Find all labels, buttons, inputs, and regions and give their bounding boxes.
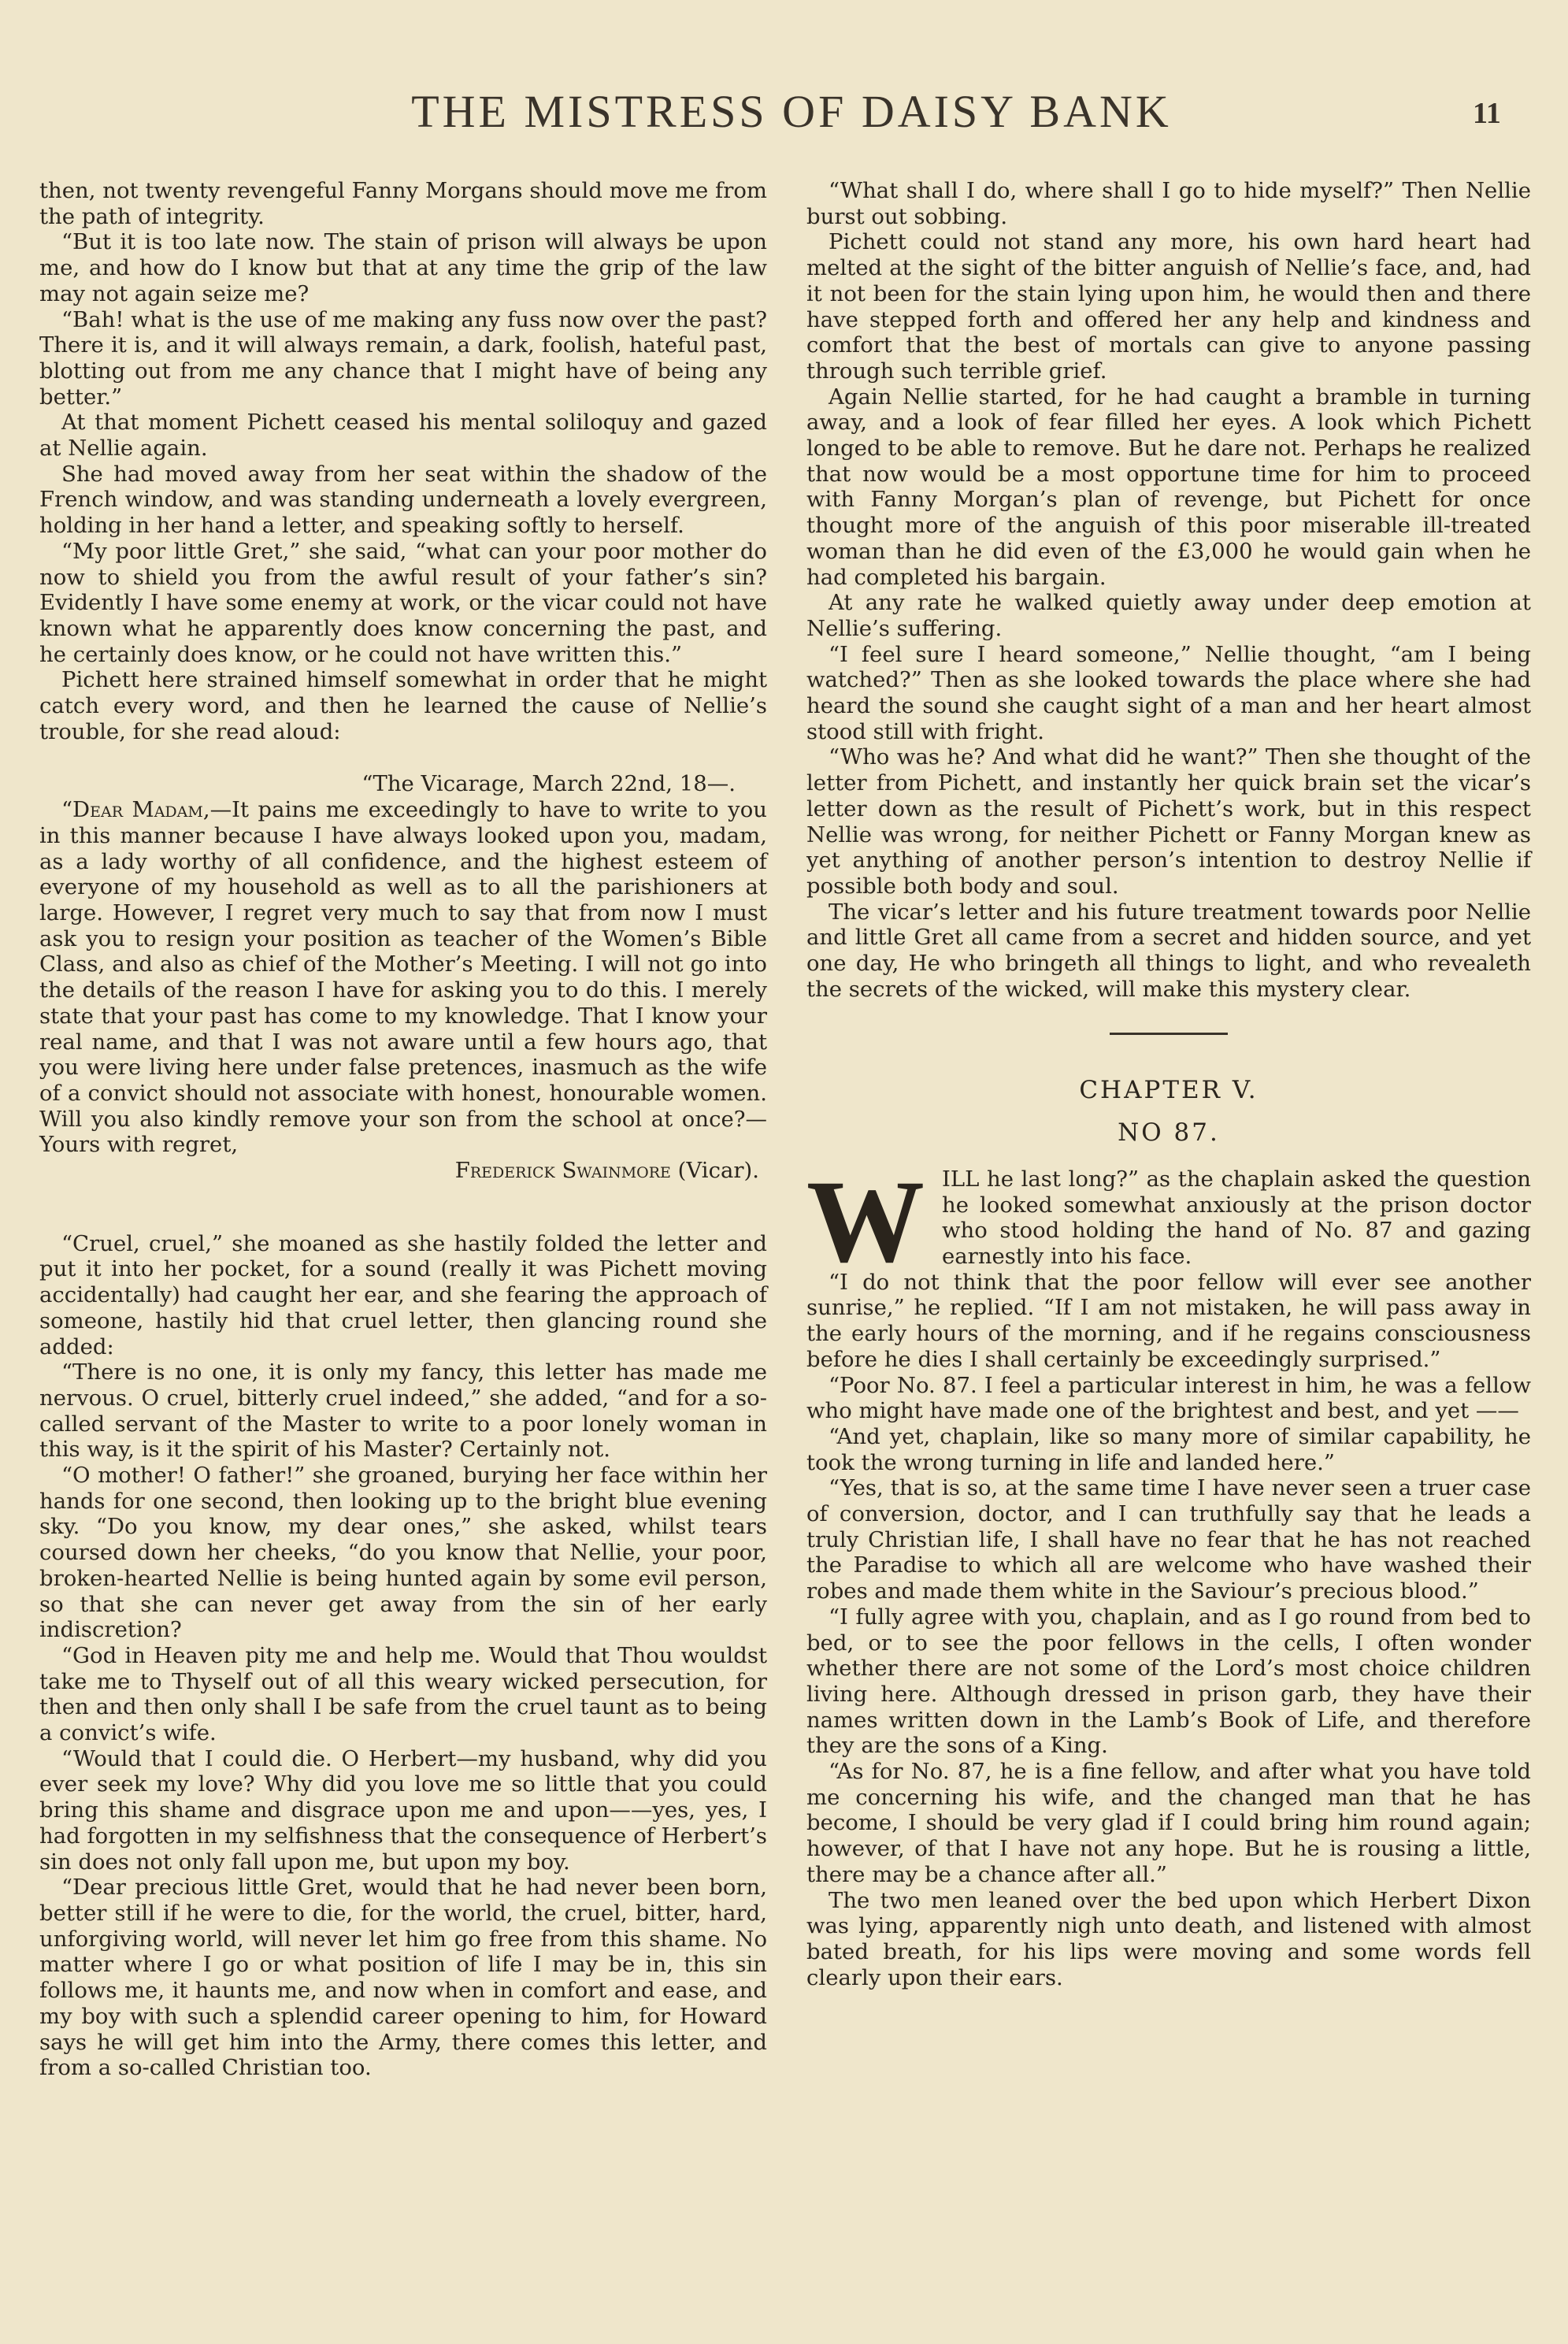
letter-body [39,797,767,1158]
paragraph: “Yes, that is so, at the same time I have never seen a truer case of conversion, doctor, and I can truthfully say that he leads a truly Christian life, I shall have no fear that he has not reached the Paradise to which all are welcome who have washed their robes and made them white in the Saviour’s precious blood.” [806,1475,1531,1604]
paragraph: “There is no one, it is only my fancy, this letter has made me nervous. O cruel, bitterly cruel indeed,” she added, “and for a so-called servant of the Master to write to a poor lonely woman in this way, is it the spirit of his Master? Certainly not. [39,1359,767,1463]
paragraph: “Would that I could die. O Herbert—my husband, why did you ever seek my love? Why did you love me so little that you could bring this shame and disgrace upon me and upon——yes, yes, I had forgotten in my selfishness that the consequence of Herbert’s sin does not only fall upon me, but upon my boy. [39,1745,767,1875]
paragraph: “I feel sure I heard someone,” Nellie thought, “am I being watched?” Then as she looked towards the place where she had heard the sound she caught sight of a man and her heart almost stood still with fright. [806,641,1531,744]
page-header [0,85,1568,148]
paragraph: The two men leaned over the bed upon which Herbert Dixon was lying, apparently nigh unto death, and listened with almost bated breath, for his lips were moving and some words fell clearly upon their ears. [806,1887,1531,1990]
opening-text: ILL he last long?” as the chaplain asked the question he looked somewhat anxiously at the prison doctor who stood holding the hand of No. 87 and gazing earnestly into his face. [942,1166,1531,1270]
left-column [39,178,767,2081]
paragraph: At that moment Pichett ceased his mental soliloquy and gazed at Nellie again. [39,410,767,462]
paragraph: “But it is too late now. The stain of prison will always be upon me, and how do I know but that at any time the grip of the law may not again seize me? [39,229,767,306]
paragraph: “Poor No. 87. I feel a particular interest in him, he was a fellow who might have made one of the brightest and best, and yet —— [806,1372,1531,1424]
letter-dateline: “The Vicarage, March 22nd, 18—. [361,771,736,797]
paragraph: Pichett could not stand any more, his own hard heart had melted at the sight of the bitter anguish of Nellie’s face, and, had it not been for the stain lying upon him, he would then and there have stepped forth and offered her any help and kindness and comfort that the best of mortals can give to anyone passing through such terrible grief. [806,229,1531,384]
paragraph: “My poor little Gret,” she said, “what can your poor mother do now to shield you from the awful result of your father’s sin? Evidently I have some enemy at work, or the vicar could not have known what he apparently does know concerning the past, and he certainly does know, or he could not have written this.” [39,538,767,667]
paragraph: The vicar’s letter and his future treatment towards poor Nellie and little Gret all came from a secret and hidden source, and yet one day, He who bringeth all things to light, and who revealeth the secrets of the wicked, will make this mystery clear. [806,899,1531,1002]
section-divider [1110,1033,1228,1035]
paragraph: “I fully agree with you, chaplain, and as I go round from bed to bed, or to see the poor fellows in the cells, I often wonder whether there are not some of the Lord’s most choice children living here. Although dressed in prison garb, they have their names written down in the Lamb’s Book of Life, and therefore they are the sons of a King. [806,1604,1531,1759]
paragraph: “O mother! O father!” she groaned, burying her face within her hands for one second, then looking up to the bright blue evening sky. “Do you know, my dear ones,” she asked, whilst tears coursed down her cheeks, “do you know that Nellie, your poor, broken-hearted Nellie is being hunted again by some evil person, so that she can never get away from the sin of her early indiscretion? [39,1463,767,1643]
chapter-title: CHAPTER V. [1079,1075,1258,1104]
paragraph: “As for No. 87, he is a fine fellow, and after what you have told me concerning his wife, and the changed man that he has become, I should be very glad if I could bring him round again; however, of that I have not any hope. But he is rousing a little, there may be a chance after all.” [806,1759,1531,1887]
paragraph: Again Nellie started, for he had caught a bramble in turning away, and a look of fear filled her eyes. A look which Pichett longed to be able to remove. But he dare not. Perhaps he realized that now would be a most opportune time for him to proceed with Fanny Morgan’s plan of revenge, but Pichett for once thought more of the anguish of this poor miserable ill-treated woman than he did even of the £3,000 he would gain when he had completed his bargain. [806,384,1531,590]
paragraph: She had moved away from her seat within the shadow of the French window, and was standing underneath a lovely evergreen, holding in her hand a letter, and speaking softly to herself. [39,461,767,539]
paragraph: “What shall I do, where shall I go to hide myself?” Then Nellie burst out sobbing. [806,178,1531,229]
paragraph: Pichett here strained himself somewhat in order that he might catch every word, and then he learned the cause of Nellie’s trouble, for she read aloud: [39,667,767,744]
paragraph: then, not twenty revengeful Fanny Morgans should move me from the path of integrity. [39,178,767,229]
signature-name: Frederick Swainmore [454,1158,671,1184]
paragraph: “Cruel, cruel,” she moaned as she hastily folded the letter and put it into her pocket, for a sound (really it was Pichett moving accidentally) had caught her ear, and she fearing the approach of someone, hastily hid that cruel letter, then glancing round she added: [39,1230,767,1359]
paragraph: “God in Heaven pity me and help me. Would that Thou wouldst take me to Thyself out of all this weary wicked persecution, for then and then only shall I be safe from the cruel taunt as to being a convict’s wife. [39,1642,767,1746]
chapter-subtitle: NO 87. [1118,1118,1220,1148]
paragraph: “And yet, chaplain, like so many more of similar capability, he took the wrong turning in life and landed here.” [806,1423,1531,1475]
letter-signature [39,1158,767,1184]
right-column [806,178,1531,1990]
signature-title: (Vicar). [677,1158,759,1184]
paragraph: “Dear precious little Gret, would that he had never been born, better still if he were to die, for the world, the cruel, bitter, hard, unforgiving world, will never let him go free from this shame. No matter where I go or what position of life I may be in, this sin follows me, it haunts me, and now when in comfort and ease, and my boy with such a splendid career opening to him, for Howard says he will get him into the Army, there comes this letter, and from a so-called Christian too. [39,1875,767,2081]
paragraph: “I do not think that the poor fellow will ever see another sunrise,” he replied. “If I am not mistaken, he will pass away in the early hours of the morning, and if he regains consciousness before he dies I shall certainly be exceedingly surprised.” [806,1269,1531,1372]
paragraph: “Who was he? And what did he want?” Then she thought of the letter from Pichett, and instantly her quick brain set the vicar’s letter down as the result of Pichett’s work, but in this respect Nellie was wrong, for neither Pichett or Fanny Morgan knew as yet anything of another person’s intention to destroy Nellie if possible both body and soul. [806,744,1531,899]
letter-text: —It pains me exceedingly to have to write to you in this manner because I have always looked upon you, madam, as a lady worthy of all confidence, and the highest esteem of everyone of my household as well as to all the parishioners at large. However, I regret very much to say that from now I must ask you to resign your position as teacher of the Women’s Bible Class, and also as chief of the Mother’s Meeting. I will not go into the details of the reason I have for asking you to do this. I merely state that your past has come to my knowledge. That I know your real name, and that I was not aware until a few hours ago, that you were living here under false pretences, inasmuch as the wife of a convict should not associate with honest, honourable women. Will you also kindly remove your son from the school at once?—Yours with regret, [39,797,767,1158]
opening-paragraph [806,1155,1531,1287]
running-title: THE MISTRESS OF DAISY BANK [411,86,1172,137]
paragraph: “Bah! what is the use of me making any fuss now over the past? There it is, and it will always remain, a dark, foolish, hateful past, blotting out from me any chance that I might have of being any better.” [39,306,767,410]
drop-cap: W [806,1155,925,1287]
letter-salutation: “Dear Madam, [61,797,210,823]
paragraph: At any rate he walked quietly away under deep emotion at Nellie’s suffering. [806,590,1531,641]
page-number: 11 [1473,97,1501,130]
